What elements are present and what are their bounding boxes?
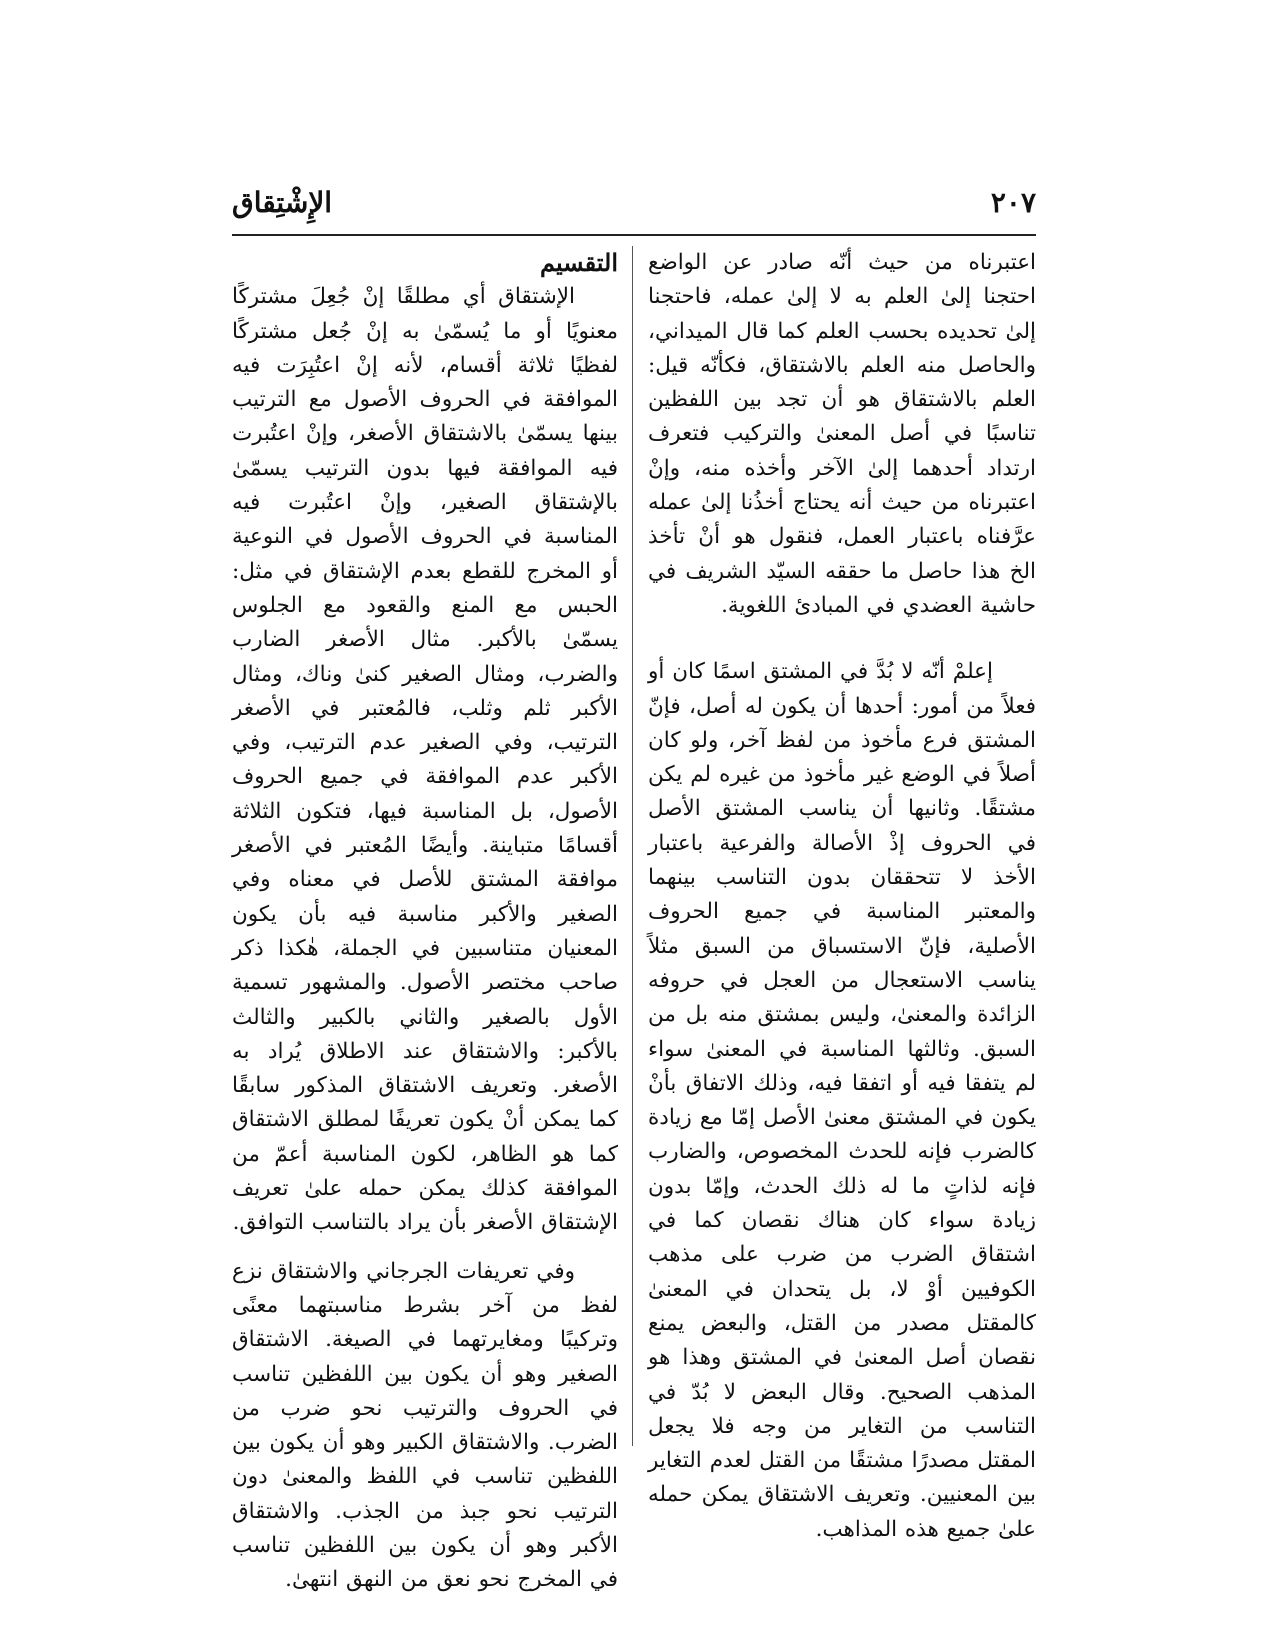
header-rule	[232, 234, 1036, 236]
right-column	[648, 246, 1036, 1547]
column-divider	[632, 246, 633, 1446]
paragraph: وفي تعريفات الجرجاني والاشتقاق نزع لفظ من آخر بشرط مناسبتهما معنًى وتركيبًا ومغايرتهما في الصيغة. الاشتقاق الصغير وهو أن يكون بين اللفظين تناسب في الحروف والترتيب نحو ضرب من الضرب. والاشتقاق الكبير وهو أن يكون بين اللفظين تناسب في اللفظ والمعنىٰ دون الترتيب نحو جبذ من الجذب. والاشتقاق الأكبر وهو أن يكون بين اللفظين تناسب في المخرج نحو نعق من النهق انتهىٰ.	[232, 1258, 618, 1593]
page-number: ٢٠٧	[990, 186, 1036, 219]
page-header	[232, 186, 1036, 232]
paragraph: إعلمْ أنّه لا بُدَّ في المشتق اسمًا كان أو فعلاً من أمور: أحدها أن يكون له أصل، فإنّ المشتق فرع مأخوذ من لفظ آخر، ولو كان أصلاً في الوضع غير مأخوذ من غيره لم يكن مشتقًا. وثانيها أن يناسب المشتق الأصل في الحروف إذْ الأصالة والفرعية باعتبار الأخذ لا تتحققان بدون التناسب بينهما والمعتبر المناسبة في جميع الحروف الأصلية، فإنّ الاستسباق من السبق مثلاً يناسب الاستعجال من العجل في حروفه الزائدة والمعنىٰ، وليس بمشتق منه بل من السبق. وثالثها المناسبة في المعنىٰ سواء لم يتفقا فيه أو اتفقا فيه، وذلك الاتفاق بأنْ يكون في المشتق معنىٰ الأصل إمّا مع زيادة كالضرب فإنه للحدث المخصوص، والضارب فإنه لذاتٍ ما له ذلك الحدث، وإمّا بدون زيادة سواء كان هناك نقصان كما في اشتقاق الضرب من ضرب على مذهب الكوفيين أوْ لا، بل يتحدان في المعنىٰ كالمقتل مصدر من القتل، والبعض يمنع نقصان أصل المعنىٰ في المشتق وهذا هو المذهب الصحيح. وقال البعض لا بُدّ في التناسب من التغاير من وجه فلا يجعل المقتل مصدرًا مشتقًا من القتل لعدم التغاير بين المعنيين. وتعريف الاشتقاق يمكن حمله علىٰ جميع هذه المذاهب.	[648, 659, 1036, 1542]
running-title: الإِشْتِقاق	[232, 186, 333, 219]
paragraph: الإشتقاق أي مطلقًا إنْ جُعِلَ مشتركًا معنويًا أو ما يُسمّىٰ به إنْ جُعل مشتركًا لفظيًا ثلاثة أقسام، لأنه إنْ اعتُبِرَت فيه الموافقة في الحروف الأصول مع الترتيب بينها يسمّىٰ بالاشتقاق الأصغر، وإنْ اعتُبرت فيه الموافقة فيها بدون الترتيب يسمّىٰ بالإشتقاق الصغير، وإنْ اعتُبرت فيه المناسبة في الحروف الأصول في النوعية أو المخرج للقطع بعدم الإشتقاق في مثل: الحبس مع المنع والقعود مع الجلوس يسمّىٰ بالأكبر. مثال الأصغر الضارب والضرب، ومثال الصغير كنىٰ وناك، ومثال الأكبر ثلم وثلب، فالمُعتبر في الأصغر الترتيب، وفي الصغير عدم الترتيب، وفي الأكبر عدم الموافقة في جميع الحروف الأصول، بل المناسبة فيها، فتكون الثلاثة أقسامًا متباينة. وأيضًا المُعتبر في الأصغر موافقة المشتق للأصل في معناه وفي الصغير والأكبر مناسبة فيه بأن يكون المعنيان متناسبين في الجملة، هٰكذا ذكر صاحب مختصر الأصول. والمشهور تسمية الأول بالصغير والثاني بالكبير والثالث بالأكبر: والاشتقاق عند الاطلاق يُراد به الأصغر. وتعريف الاشتقاق المذكور سابقًا كما يمكن أنْ يكون تعريفًا لمطلق الاشتقاق كما هو الظاهر، لكون المناسبة أعمّ من الموافقة كذلك يمكن حمله علىٰ تعريف الإشتقاق الأصغر بأن يراد بالتناسب التوافق.	[232, 284, 618, 1236]
section-heading: التقسيم	[540, 248, 618, 277]
paragraph: اعتبرناه من حيث أنّه صادر عن الواضع احتجنا إلىٰ العلم به لا إلىٰ عمله، فاحتجنا إلىٰ تحديده بحسب العلم كما قال الميداني، والحاصل منه العلم بالاشتقاق، فكأنّه قيل: العلم بالاشتقاق هو أن تجد بين اللفظين تناسبًا في أصل المعنىٰ والتركيب فتعرف ارتداد أحدهما إلىٰ الآخر وأخذه منه، وإنْ اعتبرناه من حيث أنه يحتاج أخذُنا إلىٰ عمله عرَّفناه باعتبار العمل، فنقول هو أنْ تأخذ الخ هذا حاصل ما حققه السيّد الشريف في حاشية العضدي في المبادئ اللغوية.	[648, 250, 1036, 618]
left-column	[232, 246, 618, 1598]
